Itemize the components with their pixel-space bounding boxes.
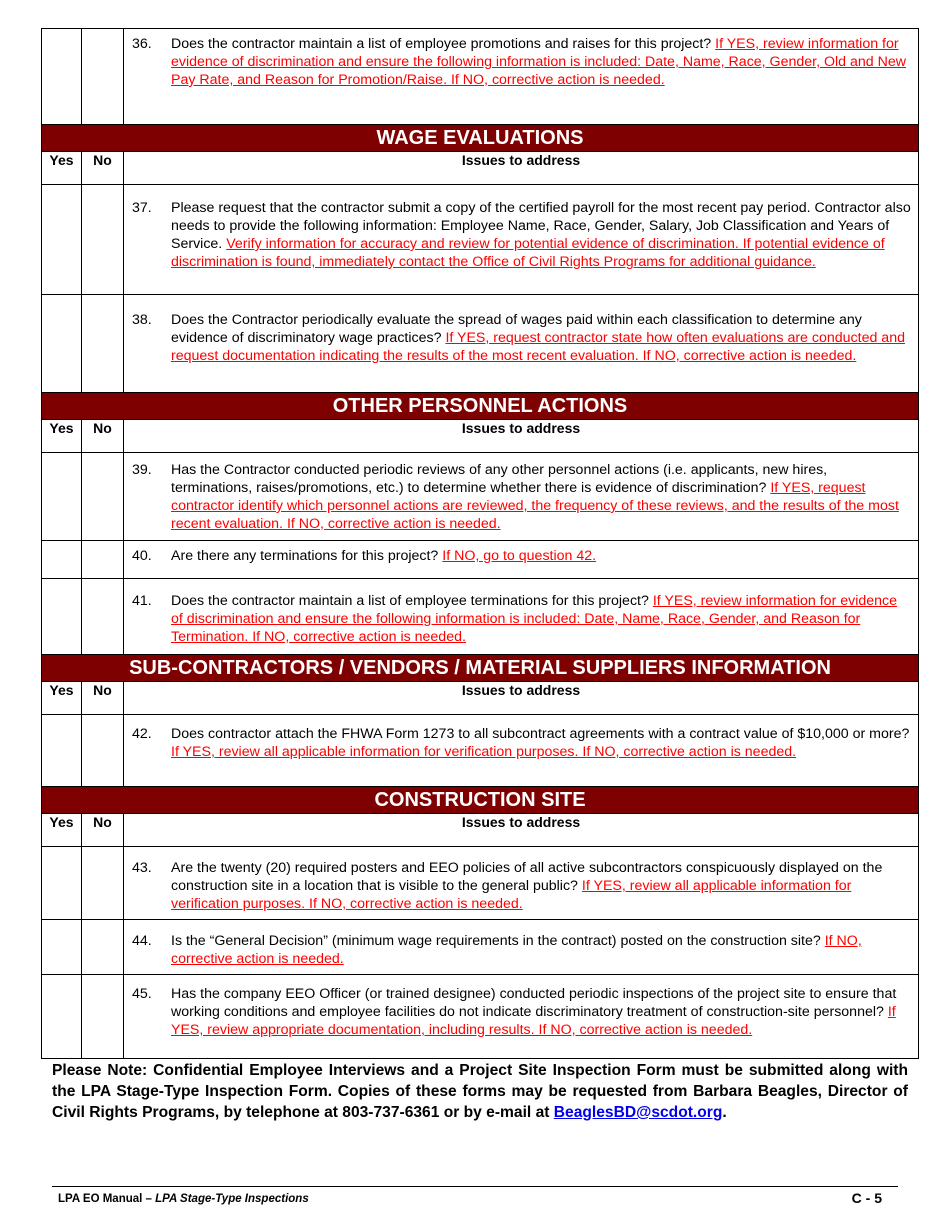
no-cell[interactable]: [82, 847, 124, 920]
no-cell[interactable]: [82, 975, 124, 1059]
issues-header: Issues to address: [124, 682, 919, 715]
question-41: 41. Does the contractor maintain a list of employee terminations for this project? If YES, review information for evidence of discrimination and ensure the following information is included: Date, Name, Race, Gender, and Reason for Termination. If NO, corrective action is needed.: [132, 593, 898, 645]
question-row: [42, 185, 919, 295]
question-39: 39. Has the Contractor conducted periodic reviews of any other personnel actions (i.e. applicants, new hires, terminations, raises/promotions, etc.) to determine whether there is evidence of discrimination? If YES, request contractor identify which personnel actions are reviewed, the frequency of these reviews, and the results of the most recent evaluation. If NO, corrective action is needed.: [132, 462, 899, 532]
no-cell[interactable]: [82, 541, 124, 579]
question-42: 42. Does contractor attach the FHWA Form 1273 to all subcontract agreements with a contract value of $10,000 or more? If YES, review all applicable information for verification purposes. If NO, corrective action is needed.: [132, 726, 910, 760]
yes-cell[interactable]: [42, 975, 82, 1059]
question-row: [42, 975, 919, 1059]
email-link[interactable]: BeaglesBD@scdot.org: [553, 1104, 723, 1121]
no-cell[interactable]: [82, 295, 124, 393]
question-row: [42, 847, 919, 920]
section-wage-evaluations: WAGE EVALUATIONS: [42, 125, 919, 152]
no-cell[interactable]: [82, 185, 124, 295]
issues-header: Issues to address: [124, 814, 919, 847]
no-cell[interactable]: [82, 715, 124, 787]
page-number: C - 5: [851, 1190, 882, 1206]
question-row: [42, 453, 919, 541]
no-cell[interactable]: [82, 453, 124, 541]
yes-cell[interactable]: [42, 541, 82, 579]
question-37: 37. Please request that the contractor submit a copy of the certified payroll for the most recent pay period. Contractor also needs to provide the following information: Employee Name, Race, Gender, Salary, Job Classification and Years of Service. Verify information for accuracy and review for potential evidence of discrimination. If potential evidence of discrimination is found, immediately contact the Office of Civil Rights Programs for additional guidance.: [132, 200, 911, 270]
no-header: No: [82, 814, 124, 847]
yes-cell[interactable]: [42, 920, 82, 975]
footer-manual: LPA EO Manual – LPA Stage-Type Inspections: [58, 1193, 309, 1205]
yes-header: Yes: [42, 682, 82, 715]
question-row: [42, 920, 919, 975]
issues-header: Issues to address: [124, 420, 919, 453]
yes-cell[interactable]: [42, 715, 82, 787]
footer-rule: [52, 1186, 898, 1187]
no-cell[interactable]: [82, 579, 124, 655]
yes-header: Yes: [42, 420, 82, 453]
section-other-personnel-actions: OTHER PERSONNEL ACTIONS: [42, 393, 919, 420]
question-38: 38. Does the Contractor periodically evaluate the spread of wages paid within each classification to determine any evidence of discriminatory wage practices? If YES, request contractor state how often evaluations are conducted and request documentation indicating the results of the most recent evaluation. If NO, corrective action is needed.: [132, 312, 905, 364]
question-row: [42, 541, 919, 579]
no-header: No: [82, 420, 124, 453]
yes-cell[interactable]: [42, 579, 82, 655]
no-header: No: [82, 152, 124, 185]
question-row: [42, 579, 919, 655]
yes-header: Yes: [42, 814, 82, 847]
question-43: 43. Are the twenty (20) required posters and EEO policies of all active subcontractors conspicuously displayed on the construction site in a location that is visible to the general public? If YES, review all applicable information for verification purposes. If NO, corrective action is needed.: [132, 860, 883, 912]
question-36: 36. Does the contractor maintain a list of employee promotions and raises for this project? If YES, review information for evidence of discrimination and ensure the following information is included: Date, Name, Race, Gender, Old and New Pay Rate, and Reason for Promotion/Raise. If NO, corrective action is needed.: [132, 36, 906, 88]
yes-cell[interactable]: [42, 453, 82, 541]
question-45: 45. Has the company EEO Officer (or trained designee) conducted periodic inspections of the project site to ensure that working conditions and employee facilities do not indicate discriminatory treatment of construction-site personnel? If YES, review appropriate documentation, including results. If NO, corrective action is needed.: [132, 986, 897, 1038]
yes-cell[interactable]: [42, 847, 82, 920]
yes-cell[interactable]: [42, 295, 82, 393]
section-construction-site: CONSTRUCTION SITE: [42, 787, 919, 814]
yes-cell[interactable]: [42, 185, 82, 295]
question-row: [42, 29, 919, 125]
question-row: [42, 715, 919, 787]
inspection-table: [41, 28, 919, 1059]
question-44: 44. Is the “General Decision” (minimum wage requirements in the contract) posted on the construction site? If NO, corrective action is needed.: [132, 933, 862, 967]
question-row: [42, 295, 919, 393]
issues-header: Issues to address: [124, 152, 919, 185]
yes-header: Yes: [42, 152, 82, 185]
question-40: 40. Are there any terminations for this project? If NO, go to question 42.: [132, 548, 597, 564]
no-cell[interactable]: [82, 29, 124, 125]
please-note: Please Note: Confidential Employee Interviews and a Project Site Inspection Form must be submitted along with the LPA Stage-Type Inspection Form. Copies of these forms may be requested from Barbara Beagles, Director of Civil Rights Programs, by telephone at 803-737-6361 or by e-mail at BeaglesBD@scdot.org.: [52, 1062, 908, 1121]
no-cell[interactable]: [82, 920, 124, 975]
yes-cell[interactable]: [42, 29, 82, 125]
no-header: No: [82, 682, 124, 715]
section-sub-contractors: SUB-CONTRACTORS / VENDORS / MATERIAL SUPPLIERS INFORMATION: [42, 655, 919, 682]
